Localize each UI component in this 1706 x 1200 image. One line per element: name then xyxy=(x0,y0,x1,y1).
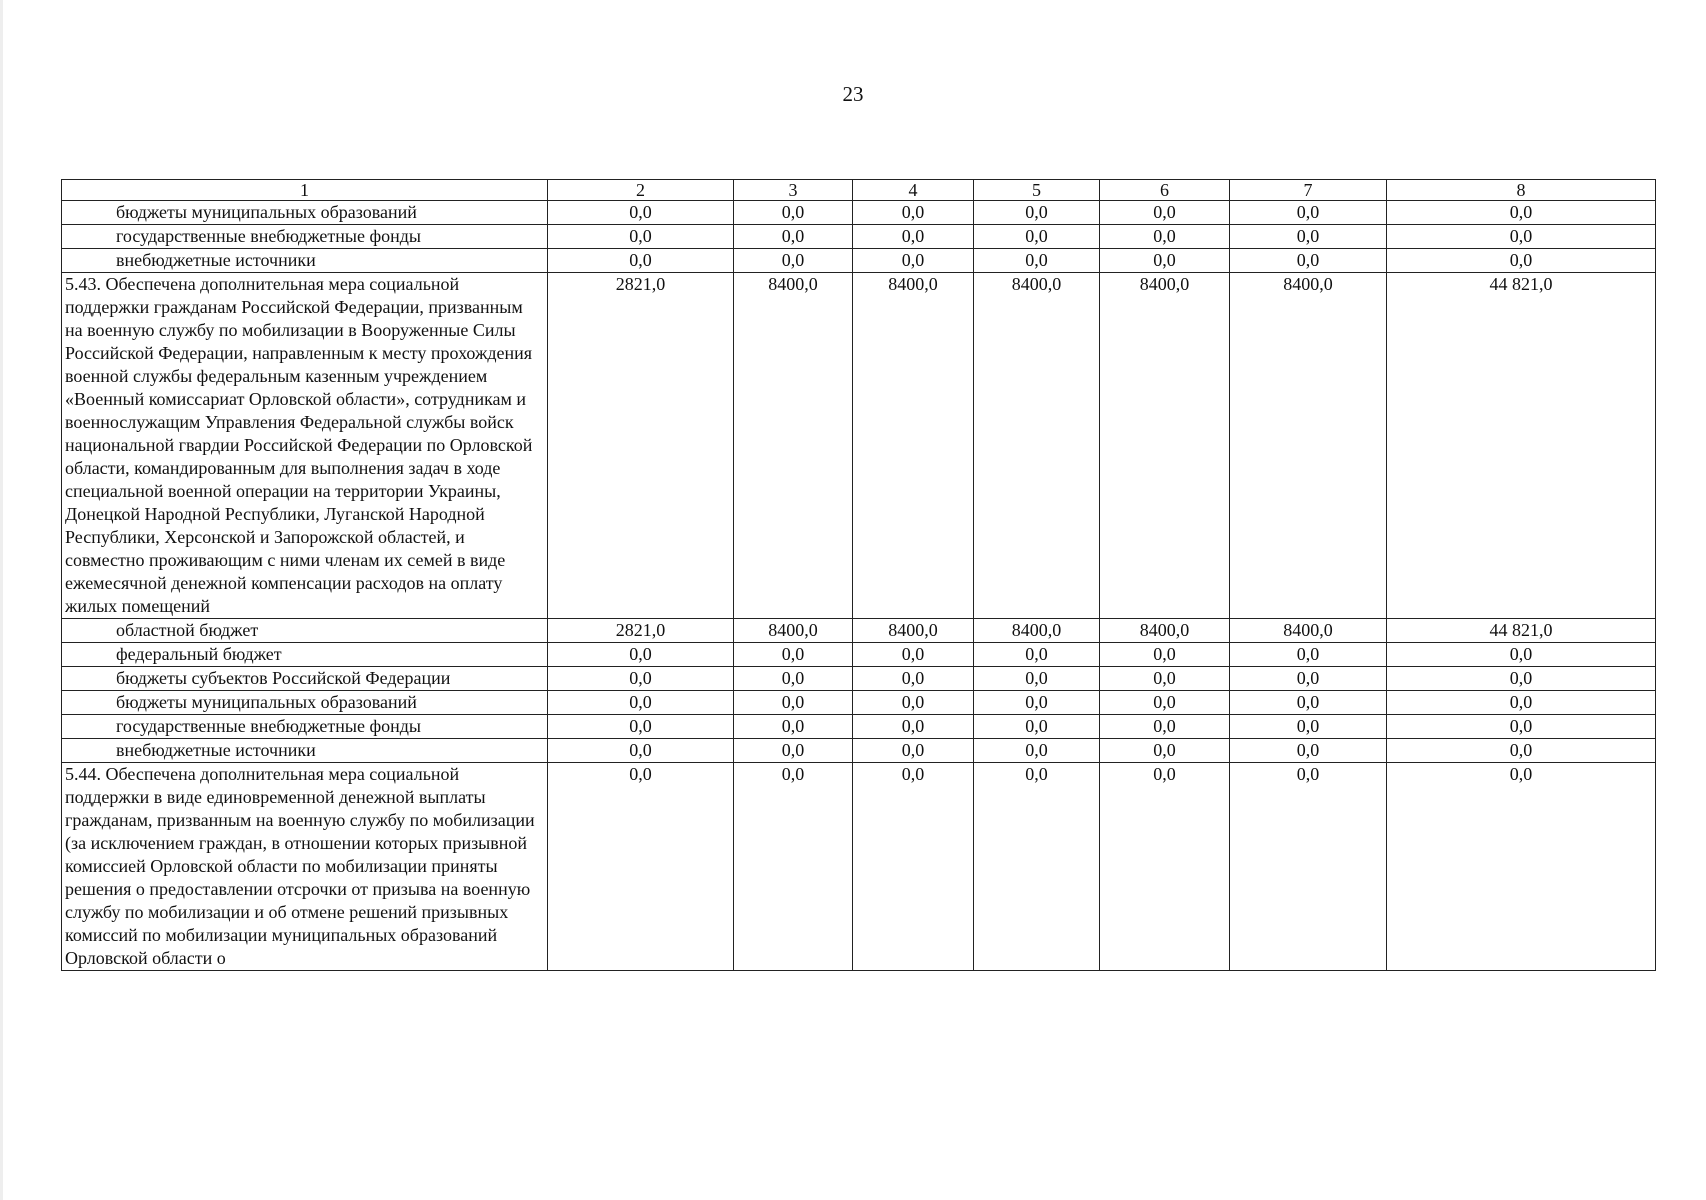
value-cell: 0,0 xyxy=(1230,715,1387,739)
value-cell: 0,0 xyxy=(734,225,853,249)
table-row xyxy=(62,273,1656,619)
value-cell: 0,0 xyxy=(1387,763,1656,971)
funding-source-label: областной бюджет xyxy=(62,619,548,643)
value-cell: 0,0 xyxy=(974,763,1100,971)
value-cell: 0,0 xyxy=(548,691,734,715)
value-cell: 0,0 xyxy=(974,249,1100,273)
value-cell: 0,0 xyxy=(1230,667,1387,691)
value-cell: 8400,0 xyxy=(974,619,1100,643)
value-cell: 0,0 xyxy=(548,249,734,273)
value-cell: 2821,0 xyxy=(548,619,734,643)
column-number: 8 xyxy=(1387,180,1656,201)
table-row xyxy=(62,201,1656,225)
column-number: 4 xyxy=(853,180,974,201)
value-cell: 0,0 xyxy=(853,691,974,715)
value-cell: 0,0 xyxy=(853,201,974,225)
value-cell: 0,0 xyxy=(1100,691,1230,715)
value-cell: 0,0 xyxy=(1230,739,1387,763)
value-cell: 0,0 xyxy=(853,763,974,971)
value-cell: 8400,0 xyxy=(734,273,853,619)
value-cell: 0,0 xyxy=(974,715,1100,739)
value-cell: 8400,0 xyxy=(1100,273,1230,619)
table-row xyxy=(62,249,1656,273)
value-cell: 0,0 xyxy=(1230,249,1387,273)
value-cell: 0,0 xyxy=(1100,667,1230,691)
measure-description: 5.44. Обеспечена дополнительная мера социальной поддержки в виде единовременной денежной выплаты гражданам, призванным на военную службу по мобилизации (за исключением граждан, в отношении которых призывной комиссией Орловской области по мобилизации приняты решения о предоставлении отсрочки от призыва на военную службу по мобилизации и об отмене решений призывных комиссий по мобилизации муниципальных образований Орловской области о xyxy=(62,763,548,971)
value-cell: 0,0 xyxy=(1387,643,1656,667)
value-cell: 0,0 xyxy=(1387,667,1656,691)
table-row xyxy=(62,691,1656,715)
value-cell: 0,0 xyxy=(974,225,1100,249)
value-cell: 0,0 xyxy=(1387,715,1656,739)
page-number: 23 xyxy=(842,82,864,106)
value-cell: 0,0 xyxy=(734,643,853,667)
value-cell: 0,0 xyxy=(853,739,974,763)
table-row xyxy=(62,619,1656,643)
table-body xyxy=(62,180,1656,971)
value-cell: 8400,0 xyxy=(1230,273,1387,619)
value-cell: 0,0 xyxy=(1100,201,1230,225)
value-cell: 0,0 xyxy=(1387,201,1656,225)
value-cell: 0,0 xyxy=(734,763,853,971)
value-cell: 0,0 xyxy=(734,691,853,715)
column-number: 2 xyxy=(548,180,734,201)
value-cell: 0,0 xyxy=(548,201,734,225)
value-cell: 44 821,0 xyxy=(1387,273,1656,619)
funding-source-label: внебюджетные источники xyxy=(62,249,548,273)
value-cell: 0,0 xyxy=(1387,691,1656,715)
value-cell: 0,0 xyxy=(853,643,974,667)
value-cell: 0,0 xyxy=(974,201,1100,225)
value-cell: 0,0 xyxy=(734,249,853,273)
column-number: 1 xyxy=(62,180,548,201)
value-cell: 0,0 xyxy=(1230,691,1387,715)
funding-source-label: внебюджетные источники xyxy=(62,739,548,763)
value-cell: 0,0 xyxy=(853,249,974,273)
value-cell: 0,0 xyxy=(734,715,853,739)
table-row xyxy=(62,763,1656,971)
value-cell: 0,0 xyxy=(1230,225,1387,249)
value-cell: 2821,0 xyxy=(548,273,734,619)
value-cell: 44 821,0 xyxy=(1387,619,1656,643)
funding-source-label: федеральный бюджет xyxy=(62,643,548,667)
table-row xyxy=(62,643,1656,667)
value-cell: 0,0 xyxy=(1100,249,1230,273)
value-cell: 0,0 xyxy=(548,715,734,739)
table-row xyxy=(62,739,1656,763)
measure-description: 5.43. Обеспечена дополнительная мера социальной поддержки гражданам Российской Федерации, призванным на военную службу по мобилизации в Вооруженные Силы Российской Федерации, направленным к месту прохождения военной службы федеральным казенным учреждением «Военный комиссариат Орловской области», сотрудникам и военнослужащим Управления Федеральной службы войск национальной гвардии Российской Федерации по Орловской области, командированным для выполнения задач в ходе специальной военной операции на территории Украины, Донецкой Народной Республики, Луганской Народной Республики, Херсонской и Запорожской областей, и совместно проживающим с ними членам их семей в виде ежемесячной денежной компенсации расходов на оплату жилых помещений xyxy=(62,273,548,619)
value-cell: 0,0 xyxy=(853,715,974,739)
funding-source-label: бюджеты субъектов Российской Федерации xyxy=(62,667,548,691)
value-cell: 0,0 xyxy=(734,739,853,763)
value-cell: 0,0 xyxy=(548,225,734,249)
value-cell: 0,0 xyxy=(1387,249,1656,273)
value-cell: 0,0 xyxy=(974,739,1100,763)
value-cell: 8400,0 xyxy=(1100,619,1230,643)
value-cell: 0,0 xyxy=(548,667,734,691)
column-number: 5 xyxy=(974,180,1100,201)
value-cell: 0,0 xyxy=(1387,225,1656,249)
value-cell: 0,0 xyxy=(734,667,853,691)
column-number: 7 xyxy=(1230,180,1387,201)
value-cell: 0,0 xyxy=(548,739,734,763)
value-cell: 0,0 xyxy=(548,643,734,667)
funding-source-label: бюджеты муниципальных образований xyxy=(62,201,548,225)
value-cell: 0,0 xyxy=(1100,715,1230,739)
table-row xyxy=(62,667,1656,691)
table-row xyxy=(62,225,1656,249)
value-cell: 0,0 xyxy=(1230,201,1387,225)
value-cell: 0,0 xyxy=(734,201,853,225)
value-cell: 8400,0 xyxy=(853,619,974,643)
table-row xyxy=(62,715,1656,739)
funding-source-label: бюджеты муниципальных образований xyxy=(62,691,548,715)
value-cell: 0,0 xyxy=(1387,739,1656,763)
value-cell: 0,0 xyxy=(1100,739,1230,763)
value-cell: 0,0 xyxy=(548,763,734,971)
value-cell: 8400,0 xyxy=(974,273,1100,619)
value-cell: 8400,0 xyxy=(734,619,853,643)
value-cell: 8400,0 xyxy=(853,273,974,619)
value-cell: 0,0 xyxy=(1230,763,1387,971)
funding-source-label: государственные внебюджетные фонды xyxy=(62,715,548,739)
value-cell: 0,0 xyxy=(974,643,1100,667)
value-cell: 0,0 xyxy=(1100,643,1230,667)
value-cell: 0,0 xyxy=(974,667,1100,691)
scan-edge xyxy=(0,0,3,1200)
value-cell: 8400,0 xyxy=(1230,619,1387,643)
column-number-row xyxy=(62,180,1656,201)
value-cell: 0,0 xyxy=(853,667,974,691)
value-cell: 0,0 xyxy=(1100,225,1230,249)
funding-source-label: государственные внебюджетные фонды xyxy=(62,225,548,249)
value-cell: 0,0 xyxy=(1100,763,1230,971)
column-number: 3 xyxy=(734,180,853,201)
column-number: 6 xyxy=(1100,180,1230,201)
value-cell: 0,0 xyxy=(974,691,1100,715)
value-cell: 0,0 xyxy=(1230,643,1387,667)
value-cell: 0,0 xyxy=(853,225,974,249)
budget-table xyxy=(61,179,1656,971)
